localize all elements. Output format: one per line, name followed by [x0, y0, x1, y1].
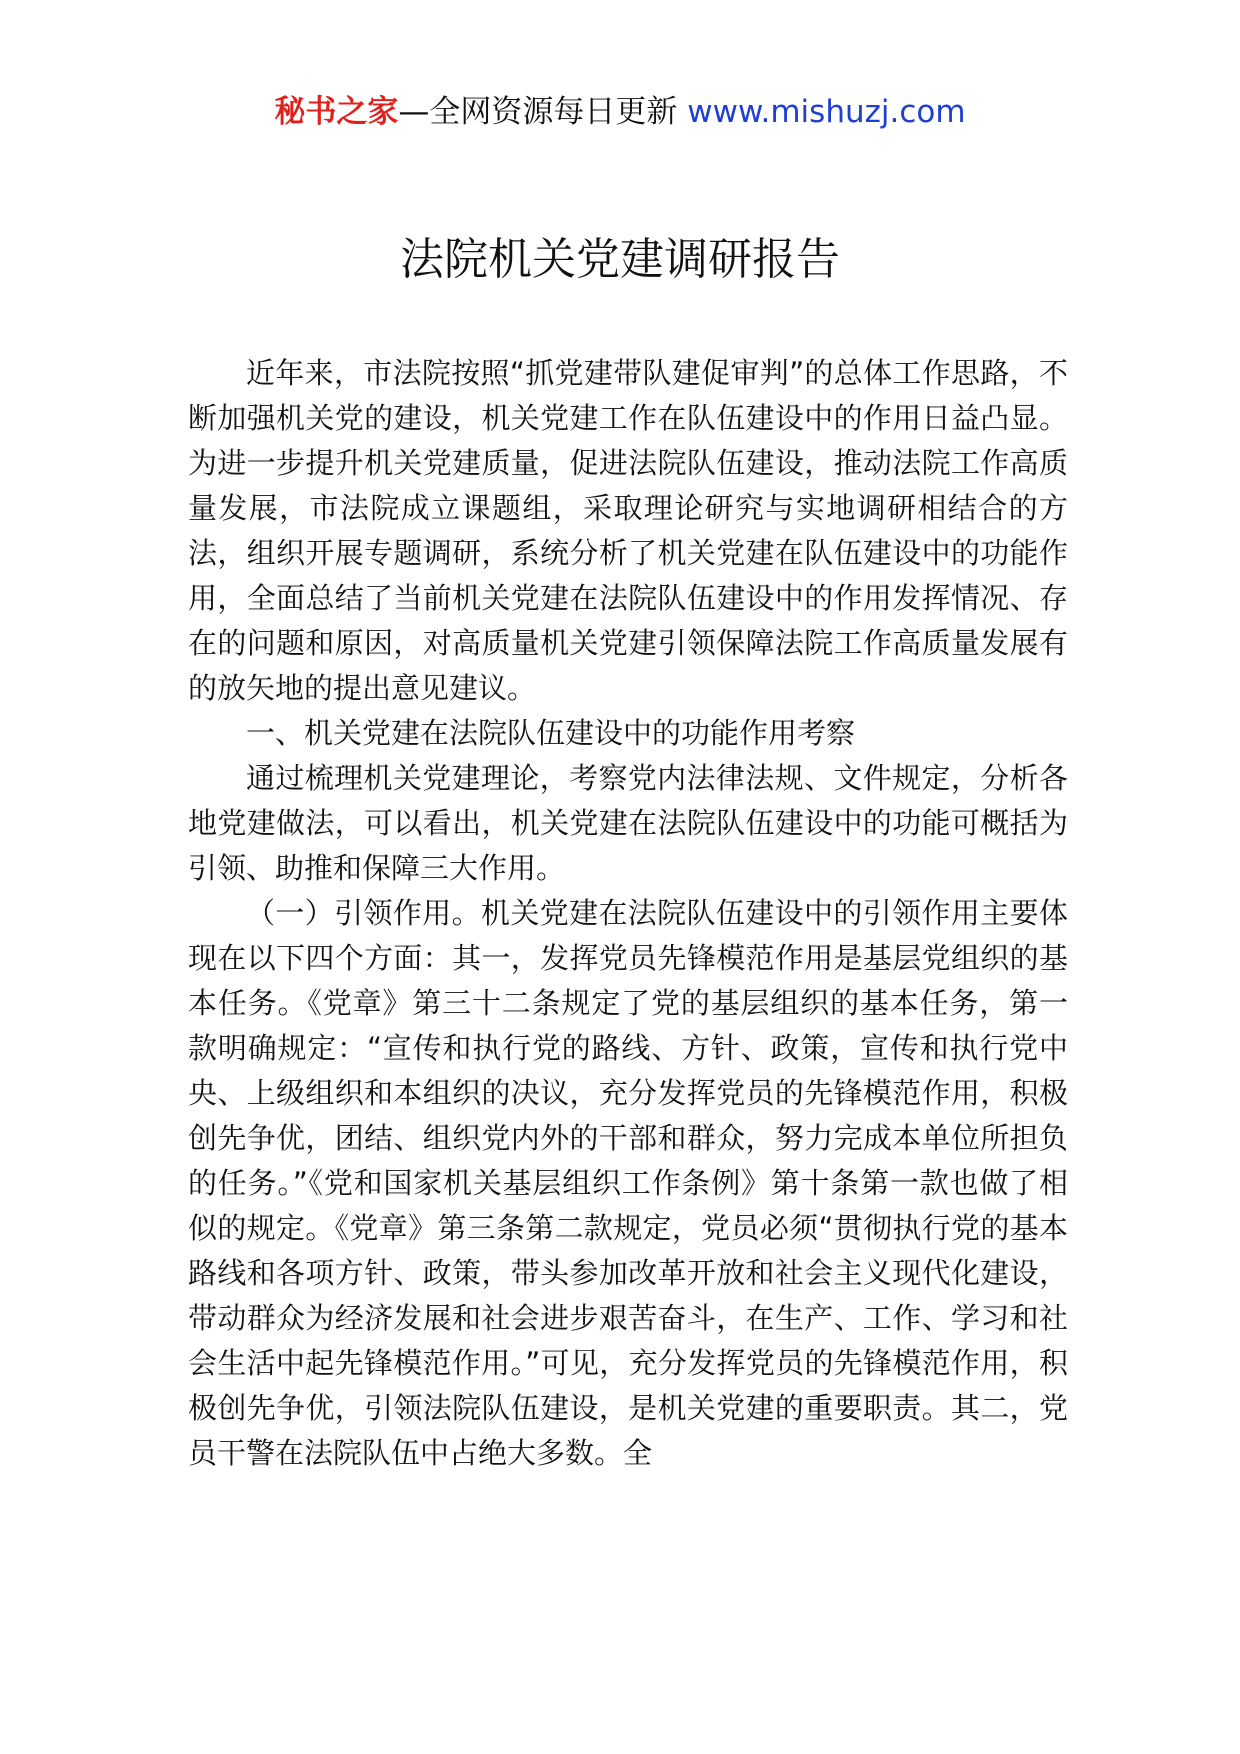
paragraph-section-1: 通过梳理机关党建理论，考察党内法律法规、文件规定，分析各地党建做法，可以看出，机关党建在法院队伍建设中的功能可概括为引领、助推和保障三大作用。 [188, 761, 1068, 885]
site-brand: 秘书之家 [274, 94, 399, 130]
document-body [188, 351, 1068, 1476]
section-heading-1: 一、机关党建在法院队伍建设中的功能作用考察 [246, 716, 856, 750]
paragraph-intro: 近年来，市法院按照“抓党建带队建促审判”的总体工作思路，不断加强机关党的建设，机关党建工作在队伍建设中的作用日益凸显。为进一步提升机关党建质量，促进法院队伍建设，推动法院工作高质量发展，市法院成立课题组，采取理论研究与实地调研相结合的方法，组织开展专题调研，系统分析了机关党建在队伍建设中的功能作用，全面总结了当前机关党建在法院队伍建设中的作用发挥情况、存在的问题和原因，对高质量机关党建引领保障法院工作高质量发展有的放矢地的提出意见建议。 [188, 356, 1068, 705]
paragraph-leading-role: （一）引领作用。机关党建在法院队伍建设中的引领作用主要体现在以下四个方面：其一，发挥党员先锋模范作用是基层党组织的基本任务。《党章》第三十二条规定了党的基层组织的基本任务，第一款明确规定：“宣传和执行党的路线、方针、政策，宣传和执行党中央、上级组织和本组织的决议，充分发挥党员的先锋模范作用，积极创先争优，团结、组织党内外的干部和群众，努力完成本单位所担负的任务。”《党和国家机关基层组织工作条例》第十条第一款也做了相似的规定。《党章》第三条第二款规定，党员必须“贯彻执行党的基本路线和各项方针、政策，带头参加改革开放和社会主义现代化建设，带动群众为经济发展和社会进步艰苦奋斗，在生产、工作、学习和社会生活中起先锋模范作用。”可见，充分发挥党员的先锋模范作用，积极创先争优，引领法院队伍建设，是机关党建的重要职责。其二，党员干警在法院队伍中占绝大多数。全 [188, 896, 1068, 1470]
site-tagline: —全网资源每日更新 [398, 94, 678, 130]
document-title: 法院机关党建调研报告 [400, 234, 840, 285]
site-header [0, 92, 1240, 132]
site-url-link[interactable]: www.mishuzj.com [687, 94, 966, 130]
